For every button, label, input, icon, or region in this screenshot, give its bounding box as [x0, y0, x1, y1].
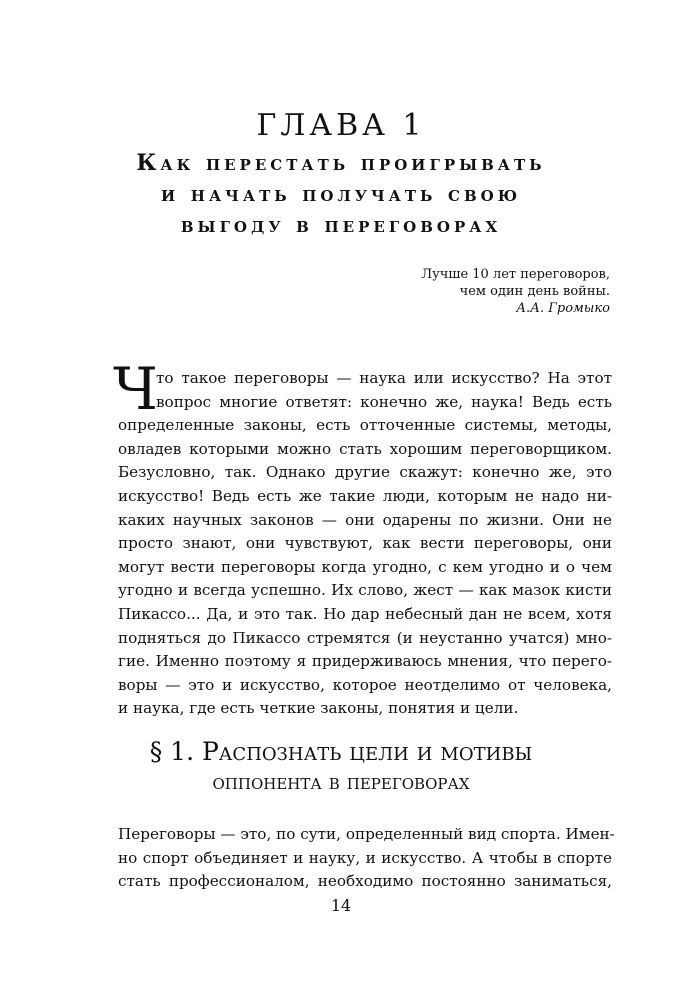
text-line: но спорт объединяет и науку, и искусство. А чтобы в спорте: [118, 848, 612, 867]
text-line: воры — это и искусство, которое неотделимо от человека,: [118, 675, 612, 694]
text-line: гие. Именно поэтому я придерживаюсь мнения, что перего-: [118, 652, 612, 671]
text-line: вопрос многие ответят: конечно же, наука! Ведь есть: [156, 392, 612, 411]
drop-cap: Ч: [113, 355, 158, 423]
text-line: определенные законы, есть отточенные системы, методы,: [118, 416, 612, 435]
text-line: и наука, где есть четкие законы, понятия и цели.: [118, 699, 519, 718]
epigraph-line: Лучше 10 лет переговоров,: [421, 267, 610, 282]
text-line: Переговоры — это, по сути, определенный вид спорта. Имен-: [118, 825, 615, 843]
text-line: Пикассо... Да, и это так. Но дар небесный дан не всем, хотя: [118, 604, 612, 623]
chapter-title-line: Как перестать проигрывать: [136, 150, 546, 176]
section-title-line: § 1. Распознать цели и мотивы: [149, 737, 533, 766]
text-line: могут вести переговоры когда угодно, с кем угодно и о чем: [118, 557, 612, 576]
section-paragraph: [118, 823, 615, 894]
page-number: 14: [330, 896, 352, 915]
intro-paragraph: [118, 367, 612, 721]
epigraph-author: А.А. Громыко: [516, 301, 610, 316]
text-line: каких научных законов — они одарены по жизни. Они не: [118, 510, 612, 529]
text-line: овладев которыми можно стать хорошим переговорщиком.: [118, 439, 612, 458]
chapter-title-line: и начать получать свою: [160, 181, 522, 207]
text-line: стать профессионалом, необходимо постоянно заниматься,: [118, 872, 612, 891]
text-line: искусство! Ведь есть же такие люди, которым не надо ни-: [118, 486, 612, 505]
chapter-title-line: выгоду в переговорах: [180, 212, 502, 238]
text-line: угодно и всегда успешно. Их слово, жест — как мазок кисти: [118, 581, 612, 600]
text-line: то такое переговоры — наука или искусство? На этот: [156, 369, 612, 387]
chapter-label: ГЛАВА 1: [256, 108, 426, 143]
section-title-line: оппонента в переговорах: [212, 770, 470, 795]
text-line: просто знают, они чувствуют, как вести переговоры, они: [118, 534, 612, 553]
epigraph-line: чем один день войны.: [459, 284, 610, 299]
text-line: подняться до Пикассо стремятся (и неустанно учатся) мно-: [118, 628, 612, 647]
text-line: Безусловно, так. Однако другие скажут: конечно же, это: [118, 463, 612, 482]
epigraph: [310, 266, 610, 317]
